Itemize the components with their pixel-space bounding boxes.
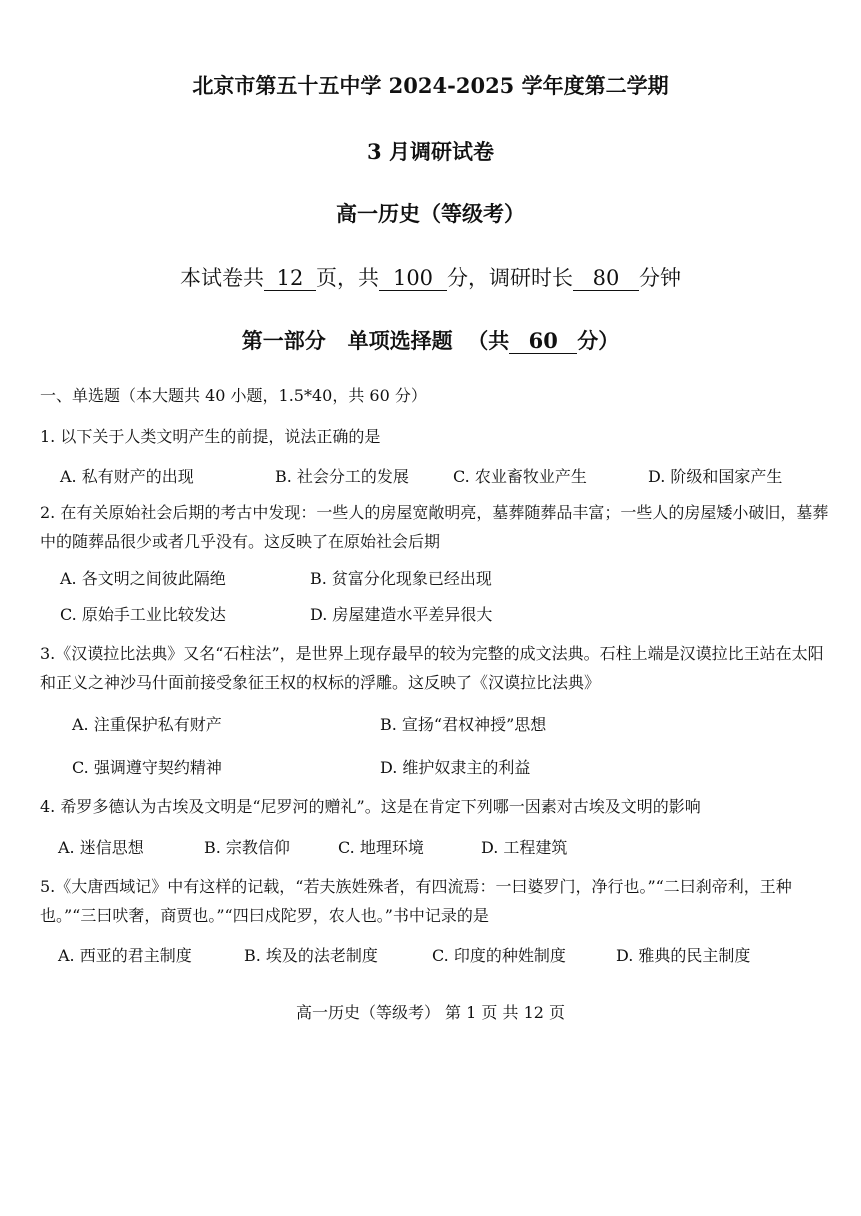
q1-option-d: D. 阶级和国家产生 — [648, 467, 783, 486]
q4-option-b: B. 宗教信仰 — [204, 838, 290, 857]
info-mid1: 页，共 — [316, 266, 379, 290]
q3-option-b: B. 宣扬“君权神授”思想 — [380, 715, 547, 734]
page-count: 12 — [264, 266, 316, 291]
q3-option-a: A. 注重保护私有财产 — [72, 715, 222, 734]
exam-info — [0, 262, 861, 292]
q5-option-b: B. 埃及的法老制度 — [244, 946, 378, 965]
question-4-stem: 4. 希罗多德认为古埃及文明是“尼罗河的赠礼”。这是在肯定下列哪一因素对古埃及文明的影响 — [40, 797, 701, 816]
part-post: 分） — [577, 328, 620, 353]
part-name: 单项选择题 — [347, 328, 453, 353]
question-2-stem: 2. 在有关原始社会后期的考古中发现：一些人的房屋宽敞明亮，墓葬随葬品丰富；一些人的房屋矮小破旧，墓葬中的随葬品很少或者几乎没有。这反映了在原始社会后期 — [40, 503, 829, 551]
info-mid2: 分，调研时长 — [447, 266, 573, 290]
part-score: 60 — [509, 328, 577, 354]
info-pre: 本试卷共 — [180, 266, 264, 290]
q2-option-c: C. 原始手工业比较发达 — [60, 605, 226, 624]
question-5-stem: 5.《大唐西域记》中有这样的记载，“若夫族姓殊者，有四流焉：一曰婆罗门，净行也。”“二曰刹帝利，王种也。”“三曰吠奢，商贾也。”“四曰戍陀罗，农人也。”书中记录的是 — [40, 877, 792, 925]
q4-option-d: D. 工程建筑 — [481, 838, 568, 857]
exam-subject: 高一历史（等级考） — [336, 201, 525, 226]
q1-option-c: C. 农业畜牧业产生 — [453, 467, 587, 486]
question-1-stem: 1. 以下关于人类文明产生的前提，说法正确的是 — [40, 427, 381, 446]
q1-option-a: A. 私有财产的出现 — [60, 467, 194, 486]
q1-option-b: B. 社会分工的发展 — [275, 467, 409, 486]
q3-option-c: C. 强调遵守契约精神 — [72, 758, 222, 777]
page-footer: 高一历史（等级考） 第 1 页 共 12 页 — [295, 1003, 566, 1022]
part-pre: （共 — [467, 328, 510, 353]
q2-option-a: A. 各文明之间彼此隔绝 — [60, 569, 226, 588]
q5-option-a: A. 西亚的君主制度 — [58, 946, 192, 965]
q2-option-d: D. 房屋建造水平差异很大 — [310, 605, 493, 624]
total-score: 100 — [379, 266, 447, 291]
part-label: 第一部分 — [241, 328, 326, 353]
info-post: 分钟 — [639, 266, 681, 290]
q5-option-d: D. 雅典的民主制度 — [616, 946, 751, 965]
exam-subtitle: 3 月调研试卷 — [367, 139, 494, 164]
q4-option-a: A. 迷信思想 — [58, 838, 144, 857]
q2-option-b: B. 贫富分化现象已经出现 — [310, 569, 492, 588]
section-intro: 一、单选题（本大题共 40 小题，1.5*40，共 60 分） — [40, 386, 427, 405]
exam-title: 北京市第五十五中学 2024-2025 学年度第二学期 — [192, 73, 669, 98]
question-3-stem: 3.《汉谟拉比法典》又名“石柱法”，是世界上现存最早的较为完整的成文法典。石柱上端是汉谟拉比王站在太阳和正义之神沙马什面前接受象征王权的权标的浮雕。这反映了《汉谟拉比法典》 — [40, 644, 824, 692]
q3-option-d: D. 维护奴隶主的利益 — [380, 758, 531, 777]
q5-option-c: C. 印度的种姓制度 — [432, 946, 566, 965]
q4-option-c: C. 地理环境 — [338, 838, 424, 857]
exam-duration: 80 — [573, 266, 639, 291]
part-heading — [0, 325, 861, 355]
